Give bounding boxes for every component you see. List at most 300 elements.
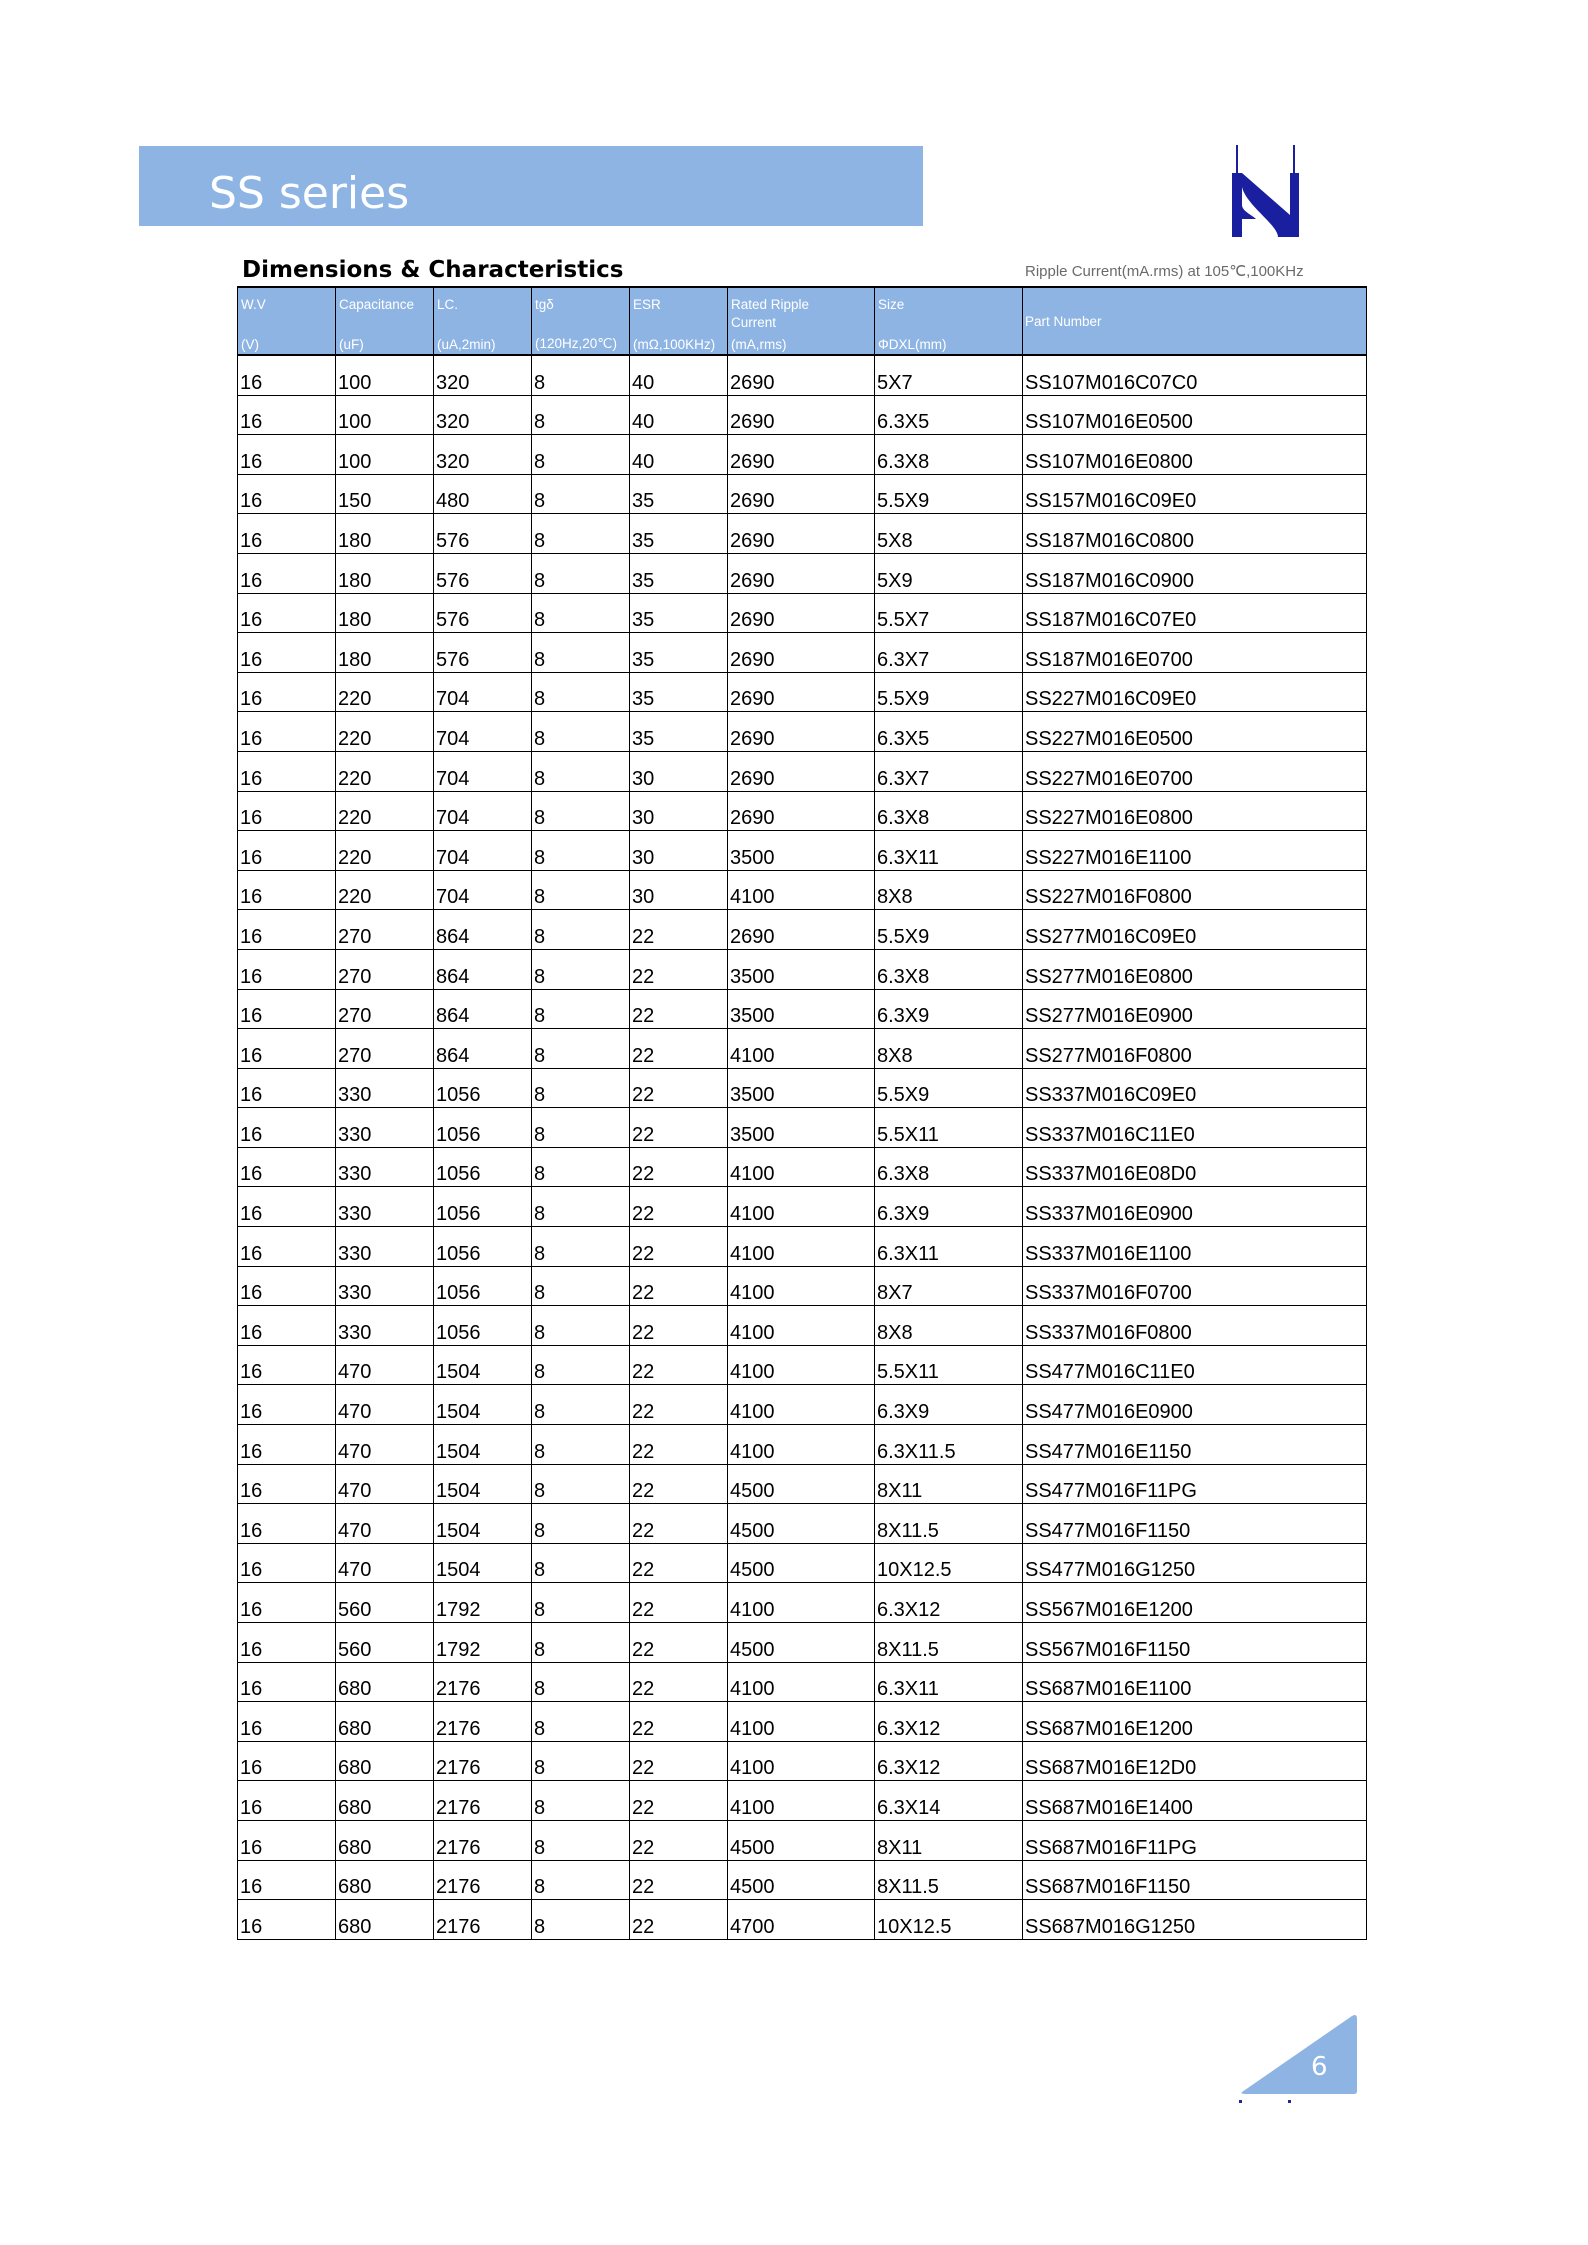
table-row <box>238 474 1367 514</box>
cell-lc: 1504 <box>434 1464 532 1504</box>
cell-capacitance: 330 <box>336 1306 434 1346</box>
cell-part-number: SS687M016G1250 <box>1023 1900 1367 1940</box>
cell-wv: 16 <box>238 633 336 673</box>
table-row <box>238 435 1367 475</box>
cell-part-number: SS187M016C0900 <box>1023 553 1367 593</box>
cell-wv: 16 <box>238 355 336 395</box>
table-row <box>238 593 1367 633</box>
cell-size: 10X12.5 <box>875 1543 1023 1583</box>
cell-part-number: SS567M016E1200 <box>1023 1583 1367 1623</box>
decorative-dot <box>1288 2100 1291 2103</box>
cell-wv: 16 <box>238 1702 336 1742</box>
column-header-label: LC. <box>437 297 459 312</box>
cell-tg-delta: 8 <box>532 1385 630 1425</box>
cell-wv: 16 <box>238 949 336 989</box>
cell-capacitance: 680 <box>336 1860 434 1900</box>
cell-capacitance: 220 <box>336 751 434 791</box>
cell-size: 5X9 <box>875 553 1023 593</box>
cell-wv: 16 <box>238 870 336 910</box>
cell-ripple-current: 4500 <box>728 1504 875 1544</box>
cell-wv: 16 <box>238 1623 336 1663</box>
cell-tg-delta: 8 <box>532 870 630 910</box>
cell-esr: 22 <box>630 1820 728 1860</box>
cell-capacitance: 100 <box>336 435 434 475</box>
cell-lc: 704 <box>434 672 532 712</box>
cell-size: 5.5X7 <box>875 593 1023 633</box>
cell-part-number: SS107M016C07C0 <box>1023 355 1367 395</box>
cell-size: 6.3X12 <box>875 1741 1023 1781</box>
column-header-unit: (uF) <box>339 337 364 352</box>
cell-tg-delta: 8 <box>532 1306 630 1346</box>
column-header-label: Size <box>878 297 905 312</box>
column-header-part-number <box>1023 287 1367 355</box>
cell-tg-delta: 8 <box>532 1781 630 1821</box>
cell-size: 6.3X8 <box>875 435 1023 475</box>
cell-wv: 16 <box>238 751 336 791</box>
cell-lc: 576 <box>434 593 532 633</box>
cell-part-number: SS187M016C07E0 <box>1023 593 1367 633</box>
cell-ripple-current: 2690 <box>728 791 875 831</box>
cell-tg-delta: 8 <box>532 712 630 752</box>
cell-size: 5X7 <box>875 355 1023 395</box>
cell-capacitance: 330 <box>336 1068 434 1108</box>
cell-wv: 16 <box>238 989 336 1029</box>
cell-part-number: SS337M016F0700 <box>1023 1266 1367 1306</box>
cell-ripple-current: 2690 <box>728 672 875 712</box>
cell-wv: 16 <box>238 1345 336 1385</box>
table-row <box>238 910 1367 950</box>
table-row <box>238 672 1367 712</box>
cell-size: 6.3X9 <box>875 989 1023 1029</box>
cell-capacitance: 220 <box>336 831 434 871</box>
cell-esr: 30 <box>630 751 728 791</box>
column-header-ripple-current <box>728 287 875 355</box>
cell-esr: 35 <box>630 553 728 593</box>
table-row <box>238 1345 1367 1385</box>
cell-part-number: SS227M016F0800 <box>1023 870 1367 910</box>
cell-esr: 22 <box>630 1266 728 1306</box>
cell-wv: 16 <box>238 672 336 712</box>
table-row <box>238 1781 1367 1821</box>
cell-capacitance: 470 <box>336 1385 434 1425</box>
cell-tg-delta: 8 <box>532 831 630 871</box>
cell-capacitance: 330 <box>336 1187 434 1227</box>
cell-lc: 1056 <box>434 1147 532 1187</box>
column-header-capacitance <box>336 287 434 355</box>
cell-wv: 16 <box>238 1306 336 1346</box>
cell-lc: 576 <box>434 633 532 673</box>
cell-capacitance: 560 <box>336 1583 434 1623</box>
cell-part-number: SS687M016E1200 <box>1023 1702 1367 1742</box>
cell-size: 6.3X8 <box>875 791 1023 831</box>
cell-size: 6.3X12 <box>875 1583 1023 1623</box>
table-row <box>238 1108 1367 1148</box>
cell-size: 6.3X8 <box>875 1147 1023 1187</box>
cell-lc: 1056 <box>434 1306 532 1346</box>
cell-esr: 35 <box>630 514 728 554</box>
cell-ripple-current: 4100 <box>728 1147 875 1187</box>
cell-lc: 864 <box>434 1029 532 1069</box>
cell-esr: 30 <box>630 870 728 910</box>
column-header-unit: (mΩ,100KHz) <box>633 337 716 352</box>
cell-capacitance: 220 <box>336 870 434 910</box>
decorative-dot <box>1239 2100 1242 2103</box>
cell-wv: 16 <box>238 1583 336 1623</box>
cell-esr: 22 <box>630 1741 728 1781</box>
cell-part-number: SS227M016E0500 <box>1023 712 1367 752</box>
column-header-esr <box>630 287 728 355</box>
cell-size: 6.3X11 <box>875 1662 1023 1702</box>
cell-capacitance: 330 <box>336 1147 434 1187</box>
table-row <box>238 831 1367 871</box>
cell-ripple-current: 4100 <box>728 1385 875 1425</box>
cell-size: 6.3X8 <box>875 949 1023 989</box>
cell-wv: 16 <box>238 1068 336 1108</box>
cell-part-number: SS687M016F11PG <box>1023 1820 1367 1860</box>
table-row <box>238 553 1367 593</box>
cell-part-number: SS477M016F1150 <box>1023 1504 1367 1544</box>
cell-lc: 864 <box>434 910 532 950</box>
cell-lc: 1504 <box>434 1543 532 1583</box>
cell-size: 6.3X5 <box>875 395 1023 435</box>
cell-ripple-current: 4100 <box>728 1425 875 1465</box>
cell-ripple-current: 2690 <box>728 553 875 593</box>
cell-esr: 22 <box>630 1662 728 1702</box>
cell-size: 8X8 <box>875 870 1023 910</box>
cell-capacitance: 180 <box>336 633 434 673</box>
cell-ripple-current: 4100 <box>728 1741 875 1781</box>
cell-ripple-current: 3500 <box>728 1068 875 1108</box>
cell-ripple-current: 4100 <box>728 1583 875 1623</box>
cell-wv: 16 <box>238 1741 336 1781</box>
cell-tg-delta: 8 <box>532 1266 630 1306</box>
cell-tg-delta: 8 <box>532 1108 630 1148</box>
table-row <box>238 751 1367 791</box>
cell-part-number: SS477M016G1250 <box>1023 1543 1367 1583</box>
cell-capacitance: 220 <box>336 712 434 752</box>
column-header-label: Capacitance <box>339 297 415 312</box>
cell-lc: 576 <box>434 514 532 554</box>
cell-ripple-current: 2690 <box>728 593 875 633</box>
cell-tg-delta: 8 <box>532 910 630 950</box>
cell-tg-delta: 8 <box>532 949 630 989</box>
cell-esr: 22 <box>630 1623 728 1663</box>
cell-wv: 16 <box>238 1900 336 1940</box>
cell-size: 8X11.5 <box>875 1623 1023 1663</box>
cell-wv: 16 <box>238 553 336 593</box>
cell-lc: 1504 <box>434 1504 532 1544</box>
cell-esr: 40 <box>630 435 728 475</box>
cell-size: 8X7 <box>875 1266 1023 1306</box>
cell-capacitance: 270 <box>336 989 434 1029</box>
cell-part-number: SS107M016E0500 <box>1023 395 1367 435</box>
cell-lc: 2176 <box>434 1702 532 1742</box>
cell-size: 6.3X7 <box>875 751 1023 791</box>
cell-ripple-current: 4500 <box>728 1543 875 1583</box>
cell-part-number: SS277M016F0800 <box>1023 1029 1367 1069</box>
cell-capacitance: 680 <box>336 1702 434 1742</box>
cell-lc: 704 <box>434 791 532 831</box>
cell-capacitance: 470 <box>336 1464 434 1504</box>
cell-lc: 1056 <box>434 1068 532 1108</box>
cell-wv: 16 <box>238 791 336 831</box>
cell-size: 8X8 <box>875 1029 1023 1069</box>
cell-esr: 35 <box>630 474 728 514</box>
cell-wv: 16 <box>238 1029 336 1069</box>
cell-ripple-current: 4500 <box>728 1820 875 1860</box>
table-row <box>238 1029 1367 1069</box>
cell-part-number: SS227M016E0700 <box>1023 751 1367 791</box>
column-header-label: W.V <box>241 297 266 312</box>
table-row <box>238 1623 1367 1663</box>
cell-capacitance: 680 <box>336 1741 434 1781</box>
cell-esr: 22 <box>630 910 728 950</box>
cell-ripple-current: 2690 <box>728 712 875 752</box>
cell-esr: 40 <box>630 355 728 395</box>
cell-part-number: SS477M016F11PG <box>1023 1464 1367 1504</box>
cell-wv: 16 <box>238 1187 336 1227</box>
cell-size: 6.3X9 <box>875 1385 1023 1425</box>
cell-part-number: SS187M016E0700 <box>1023 633 1367 673</box>
cell-capacitance: 330 <box>336 1227 434 1267</box>
table-row <box>238 1860 1367 1900</box>
cell-tg-delta: 8 <box>532 1345 630 1385</box>
cell-capacitance: 100 <box>336 395 434 435</box>
cell-wv: 16 <box>238 435 336 475</box>
cell-esr: 22 <box>630 1068 728 1108</box>
cell-part-number: SS107M016E0800 <box>1023 435 1367 475</box>
cell-wv: 16 <box>238 474 336 514</box>
cell-tg-delta: 8 <box>532 474 630 514</box>
cell-capacitance: 470 <box>336 1345 434 1385</box>
cell-ripple-current: 3500 <box>728 831 875 871</box>
cell-part-number: SS337M016C09E0 <box>1023 1068 1367 1108</box>
table-row <box>238 870 1367 910</box>
cell-wv: 16 <box>238 395 336 435</box>
cell-lc: 1504 <box>434 1385 532 1425</box>
cell-part-number: SS277M016E0800 <box>1023 949 1367 989</box>
cell-size: 5.5X9 <box>875 910 1023 950</box>
cell-tg-delta: 8 <box>532 1860 630 1900</box>
cell-wv: 16 <box>238 514 336 554</box>
cell-tg-delta: 8 <box>532 1147 630 1187</box>
cell-capacitance: 180 <box>336 514 434 554</box>
cell-tg-delta: 8 <box>532 989 630 1029</box>
cell-size: 8X11.5 <box>875 1504 1023 1544</box>
cell-ripple-current: 4500 <box>728 1623 875 1663</box>
table-row <box>238 791 1367 831</box>
cell-part-number: SS337M016C11E0 <box>1023 1108 1367 1148</box>
cell-tg-delta: 8 <box>532 1662 630 1702</box>
column-header-lc <box>434 287 532 355</box>
cell-tg-delta: 8 <box>532 633 630 673</box>
cell-esr: 30 <box>630 791 728 831</box>
cell-ripple-current: 3500 <box>728 949 875 989</box>
cell-lc: 1792 <box>434 1583 532 1623</box>
cell-esr: 22 <box>630 1504 728 1544</box>
cell-esr: 22 <box>630 1900 728 1940</box>
table-row <box>238 1266 1367 1306</box>
cell-lc: 704 <box>434 870 532 910</box>
cell-esr: 22 <box>630 1702 728 1742</box>
cell-lc: 1056 <box>434 1108 532 1148</box>
cell-tg-delta: 8 <box>532 1504 630 1544</box>
cell-lc: 2176 <box>434 1741 532 1781</box>
cell-lc: 320 <box>434 355 532 395</box>
cell-esr: 22 <box>630 1227 728 1267</box>
cell-esr: 22 <box>630 1543 728 1583</box>
cell-size: 8X8 <box>875 1306 1023 1346</box>
cell-lc: 704 <box>434 751 532 791</box>
cell-capacitance: 270 <box>336 910 434 950</box>
table-row <box>238 1543 1367 1583</box>
cell-size: 6.3X11.5 <box>875 1425 1023 1465</box>
cell-wv: 16 <box>238 1781 336 1821</box>
cell-ripple-current: 4100 <box>728 1266 875 1306</box>
table-row <box>238 712 1367 752</box>
cell-capacitance: 680 <box>336 1900 434 1940</box>
cell-capacitance: 220 <box>336 672 434 712</box>
cell-capacitance: 330 <box>336 1266 434 1306</box>
cell-capacitance: 220 <box>336 791 434 831</box>
cell-size: 8X11 <box>875 1464 1023 1504</box>
cell-tg-delta: 8 <box>532 395 630 435</box>
cell-part-number: SS687M016F1150 <box>1023 1860 1367 1900</box>
cell-esr: 22 <box>630 1860 728 1900</box>
cell-lc: 320 <box>434 395 532 435</box>
cell-lc: 864 <box>434 949 532 989</box>
table-row <box>238 355 1367 395</box>
cell-wv: 16 <box>238 1504 336 1544</box>
cell-capacitance: 180 <box>336 553 434 593</box>
cell-tg-delta: 8 <box>532 672 630 712</box>
company-logo-icon <box>1230 145 1302 239</box>
cell-tg-delta: 8 <box>532 435 630 475</box>
cell-ripple-current: 2690 <box>728 435 875 475</box>
cell-esr: 22 <box>630 1385 728 1425</box>
cell-wv: 16 <box>238 712 336 752</box>
cell-ripple-current: 2690 <box>728 633 875 673</box>
characteristics-table <box>237 286 1367 1940</box>
cell-ripple-current: 4500 <box>728 1464 875 1504</box>
cell-esr: 30 <box>630 831 728 871</box>
cell-wv: 16 <box>238 831 336 871</box>
cell-tg-delta: 8 <box>532 1464 630 1504</box>
cell-esr: 35 <box>630 672 728 712</box>
table-row <box>238 1227 1367 1267</box>
table-row <box>238 633 1367 673</box>
cell-size: 6.3X9 <box>875 1187 1023 1227</box>
cell-esr: 35 <box>630 593 728 633</box>
column-header-tg-delta <box>532 287 630 355</box>
cell-tg-delta: 8 <box>532 1623 630 1663</box>
cell-tg-delta: 8 <box>532 791 630 831</box>
cell-ripple-current: 2690 <box>728 910 875 950</box>
table-row <box>238 1306 1367 1346</box>
cell-size: 8X11 <box>875 1820 1023 1860</box>
cell-capacitance: 470 <box>336 1504 434 1544</box>
table-row <box>238 1900 1367 1940</box>
cell-size: 10X12.5 <box>875 1900 1023 1940</box>
column-header-wv <box>238 287 336 355</box>
cell-ripple-current: 4700 <box>728 1900 875 1940</box>
cell-wv: 16 <box>238 1662 336 1702</box>
cell-size: 6.3X7 <box>875 633 1023 673</box>
cell-part-number: SS567M016F1150 <box>1023 1623 1367 1663</box>
cell-ripple-current: 2690 <box>728 355 875 395</box>
cell-part-number: SS337M016F0800 <box>1023 1306 1367 1346</box>
cell-esr: 22 <box>630 1781 728 1821</box>
cell-capacitance: 270 <box>336 1029 434 1069</box>
cell-part-number: SS477M016E0900 <box>1023 1385 1367 1425</box>
cell-size: 6.3X12 <box>875 1702 1023 1742</box>
cell-tg-delta: 8 <box>532 553 630 593</box>
cell-ripple-current: 2690 <box>728 474 875 514</box>
column-header-size <box>875 287 1023 355</box>
cell-lc: 1792 <box>434 1623 532 1663</box>
table-row <box>238 1741 1367 1781</box>
cell-tg-delta: 8 <box>532 1741 630 1781</box>
table-row <box>238 1702 1367 1742</box>
table-row <box>238 1385 1367 1425</box>
cell-lc: 704 <box>434 831 532 871</box>
cell-wv: 16 <box>238 593 336 633</box>
table-row <box>238 1662 1367 1702</box>
cell-ripple-current: 4500 <box>728 1860 875 1900</box>
cell-esr: 22 <box>630 1147 728 1187</box>
cell-tg-delta: 8 <box>532 1187 630 1227</box>
cell-ripple-current: 4100 <box>728 1187 875 1227</box>
cell-ripple-current: 2690 <box>728 751 875 791</box>
column-header-label: tgδ <box>535 297 554 312</box>
cell-lc: 320 <box>434 435 532 475</box>
cell-tg-delta: 8 <box>532 514 630 554</box>
cell-lc: 704 <box>434 712 532 752</box>
cell-part-number: SS157M016C09E0 <box>1023 474 1367 514</box>
cell-part-number: SS477M016C11E0 <box>1023 1345 1367 1385</box>
cell-part-number: SS687M016E1400 <box>1023 1781 1367 1821</box>
cell-lc: 1504 <box>434 1345 532 1385</box>
cell-size: 5.5X11 <box>875 1108 1023 1148</box>
cell-capacitance: 680 <box>336 1820 434 1860</box>
cell-lc: 2176 <box>434 1781 532 1821</box>
cell-size: 6.3X11 <box>875 1227 1023 1267</box>
cell-capacitance: 680 <box>336 1662 434 1702</box>
cell-part-number: SS687M016E12D0 <box>1023 1741 1367 1781</box>
cell-size: 5.5X9 <box>875 672 1023 712</box>
cell-size: 5.5X11 <box>875 1345 1023 1385</box>
cell-esr: 22 <box>630 1029 728 1069</box>
cell-esr: 22 <box>630 1306 728 1346</box>
cell-esr: 22 <box>630 1345 728 1385</box>
cell-lc: 480 <box>434 474 532 514</box>
cell-part-number: SS227M016E0800 <box>1023 791 1367 831</box>
column-header-unit: ΦDXL(mm) <box>878 337 947 352</box>
cell-tg-delta: 8 <box>532 1227 630 1267</box>
cell-size: 5.5X9 <box>875 474 1023 514</box>
cell-esr: 22 <box>630 1108 728 1148</box>
cell-ripple-current: 4100 <box>728 1662 875 1702</box>
cell-ripple-current: 3500 <box>728 989 875 1029</box>
cell-ripple-current: 2690 <box>728 514 875 554</box>
cell-size: 8X11.5 <box>875 1860 1023 1900</box>
section-title: Dimensions & Characteristics <box>242 257 624 283</box>
cell-size: 6.3X5 <box>875 712 1023 752</box>
cell-ripple-current: 4100 <box>728 1702 875 1742</box>
cell-tg-delta: 8 <box>532 1425 630 1465</box>
cell-esr: 22 <box>630 1464 728 1504</box>
cell-part-number: SS187M016C0800 <box>1023 514 1367 554</box>
